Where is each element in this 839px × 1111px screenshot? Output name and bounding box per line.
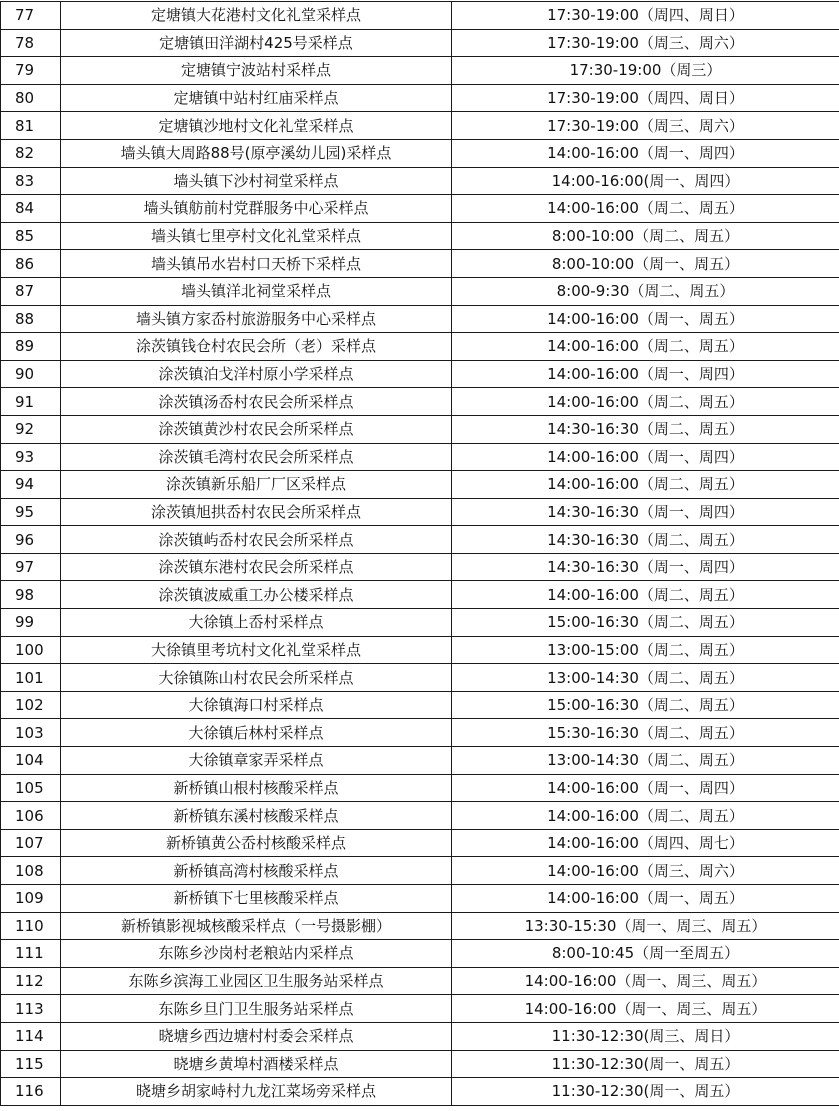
site-name-cell: 新桥镇山根村核酸采样点 (61, 774, 452, 802)
table-row (1, 802, 839, 830)
sampling-time-cell: 14:30-16:30（周一、周四） (452, 498, 839, 526)
row-number-cell: 104 (1, 747, 61, 775)
row-number-cell: 86 (1, 250, 61, 278)
row-number-cell: 85 (1, 222, 61, 250)
sampling-time-cell: 8:00-10:00（周一、周五） (452, 250, 839, 278)
site-name-cell: 大徐镇上岙村采样点 (61, 609, 452, 637)
table-row (1, 912, 839, 940)
row-number-cell: 77 (1, 2, 61, 30)
site-name-cell: 涂茨镇东港村农民会所采样点 (61, 553, 452, 581)
sampling-time-cell: 14:00-16:00（周一、周五） (452, 305, 839, 333)
sampling-time-cell: 14:00-16:00（周一、周四） (452, 360, 839, 388)
table-row (1, 498, 839, 526)
table-row (1, 526, 839, 554)
row-number-cell: 102 (1, 691, 61, 719)
site-name-cell: 墙头镇洋北祠堂采样点 (61, 277, 452, 305)
site-name-cell: 定塘镇宁波站村采样点 (61, 57, 452, 85)
table-row (1, 139, 839, 167)
site-name-cell: 涂茨镇泊戈洋村原小学采样点 (61, 360, 452, 388)
sampling-time-cell: 14:00-16:00（周二、周五） (452, 388, 839, 416)
sampling-site-table (0, 1, 839, 1106)
row-number-cell: 96 (1, 526, 61, 554)
site-name-cell: 涂茨镇波威重工办公楼采样点 (61, 581, 452, 609)
site-name-cell: 涂茨镇汤岙村农民会所采样点 (61, 388, 452, 416)
site-name-cell: 大徐镇里考坑村文化礼堂采样点 (61, 636, 452, 664)
row-number-cell: 112 (1, 967, 61, 995)
table-row (1, 995, 839, 1023)
sampling-time-cell: 17:30-19:00（周四、周日） (452, 84, 839, 112)
table-row (1, 967, 839, 995)
table-row (1, 250, 839, 278)
table-row (1, 167, 839, 195)
site-name-cell: 新桥镇下七里核酸采样点 (61, 885, 452, 913)
row-number-cell: 106 (1, 802, 61, 830)
row-number-cell: 88 (1, 305, 61, 333)
table-row (1, 553, 839, 581)
site-name-cell: 东陈乡滨海工业园区卫生服务站采样点 (61, 967, 452, 995)
sampling-time-cell: 11:30-12:30(周一、周五） (452, 1078, 839, 1106)
site-name-cell: 定塘镇沙地村文化礼堂采样点 (61, 112, 452, 140)
row-number-cell: 99 (1, 609, 61, 637)
row-number-cell: 89 (1, 333, 61, 361)
row-number-cell: 90 (1, 360, 61, 388)
sampling-time-cell: 14:00-16:00（周四、周七） (452, 829, 839, 857)
site-name-cell: 新桥镇高湾村核酸采样点 (61, 857, 452, 885)
table-row (1, 277, 839, 305)
row-number-cell: 78 (1, 29, 61, 57)
sampling-time-cell: 14:00-16:00(周一、周四） (452, 167, 839, 195)
row-number-cell: 87 (1, 277, 61, 305)
sampling-time-cell: 17:30-19:00（周三、周六） (452, 112, 839, 140)
row-number-cell: 94 (1, 471, 61, 499)
table-row (1, 636, 839, 664)
row-number-cell: 103 (1, 719, 61, 747)
table-row (1, 84, 839, 112)
row-number-cell: 109 (1, 885, 61, 913)
table-row (1, 333, 839, 361)
table-row (1, 2, 839, 30)
table-row (1, 112, 839, 140)
sampling-time-cell: 17:30-19:00（周四、周日） (452, 2, 839, 30)
sampling-time-cell: 13:00-15:00（周二、周五） (452, 636, 839, 664)
table-row (1, 471, 839, 499)
sampling-time-cell: 14:00-16:00（周一、周三、周五） (452, 995, 839, 1023)
table-row (1, 885, 839, 913)
sampling-time-cell: 14:00-16:00（周三、周六） (452, 857, 839, 885)
table-row (1, 195, 839, 223)
sampling-time-cell: 8:00-10:00（周二、周五） (452, 222, 839, 250)
row-number-cell: 110 (1, 912, 61, 940)
site-name-cell: 墙头镇下沙村祠堂采样点 (61, 167, 452, 195)
table-row (1, 857, 839, 885)
site-name-cell: 东陈乡沙岗村老粮站内采样点 (61, 940, 452, 968)
table-body (1, 2, 839, 1106)
sampling-time-cell: 15:00-16:30（周二、周五） (452, 609, 839, 637)
table-row (1, 581, 839, 609)
sampling-time-cell: 14:00-16:00（周一、周四） (452, 443, 839, 471)
site-name-cell: 墙头镇吊水岩村口天桥下采样点 (61, 250, 452, 278)
table-row (1, 1050, 839, 1078)
table-row (1, 609, 839, 637)
row-number-cell: 93 (1, 443, 61, 471)
sampling-time-cell: 13:30-15:30（周一、周三、周五） (452, 912, 839, 940)
site-name-cell: 大徐镇后林村采样点 (61, 719, 452, 747)
table-row (1, 388, 839, 416)
sampling-time-cell: 14:00-16:00（周一、周三、周五） (452, 967, 839, 995)
table-row (1, 719, 839, 747)
sampling-time-cell: 13:00-14:30（周二、周五） (452, 747, 839, 775)
site-name-cell: 涂茨镇钱仓村农民会所（老）采样点 (61, 333, 452, 361)
sampling-time-cell: 14:00-16:00（周二、周五） (452, 471, 839, 499)
sampling-time-cell: 17:30-19:00（周三） (452, 57, 839, 85)
table-row (1, 360, 839, 388)
row-number-cell: 97 (1, 553, 61, 581)
row-number-cell: 83 (1, 167, 61, 195)
row-number-cell: 81 (1, 112, 61, 140)
row-number-cell: 91 (1, 388, 61, 416)
row-number-cell: 116 (1, 1078, 61, 1106)
site-name-cell: 墙头镇方家岙村旅游服务中心采样点 (61, 305, 452, 333)
sampling-time-cell: 15:30-16:30（周二、周五） (452, 719, 839, 747)
row-number-cell: 105 (1, 774, 61, 802)
site-name-cell: 定塘镇田洋湖村425号采样点 (61, 29, 452, 57)
table-row (1, 57, 839, 85)
sampling-time-cell: 17:30-19:00（周三、周六） (452, 29, 839, 57)
row-number-cell: 111 (1, 940, 61, 968)
site-name-cell: 墙头镇大周路88号(原亭溪幼儿园)采样点 (61, 139, 452, 167)
table-row (1, 305, 839, 333)
site-name-cell: 新桥镇影视城核酸采样点（一号摄影棚） (61, 912, 452, 940)
site-name-cell: 东陈乡旦门卫生服务站采样点 (61, 995, 452, 1023)
sampling-time-cell: 14:30-16:30（周二、周五） (452, 526, 839, 554)
row-number-cell: 79 (1, 57, 61, 85)
row-number-cell: 80 (1, 84, 61, 112)
sampling-time-cell: 8:00-10:45（周一至周五） (452, 940, 839, 968)
site-name-cell: 定塘镇大花港村文化礼堂采样点 (61, 2, 452, 30)
table-row (1, 415, 839, 443)
row-number-cell: 101 (1, 664, 61, 692)
row-number-cell: 113 (1, 995, 61, 1023)
site-name-cell: 墙头镇七里亭村文化礼堂采样点 (61, 222, 452, 250)
site-name-cell: 涂茨镇旭拱岙村农民会所采样点 (61, 498, 452, 526)
row-number-cell: 114 (1, 1022, 61, 1050)
sampling-time-cell: 13:00-14:30（周二、周五） (452, 664, 839, 692)
row-number-cell: 100 (1, 636, 61, 664)
sampling-time-cell: 14:00-16:00（周二、周五） (452, 802, 839, 830)
sampling-time-cell: 11:30-12:30(周一、周五） (452, 1050, 839, 1078)
site-name-cell: 大徐镇章家弄采样点 (61, 747, 452, 775)
sampling-time-cell: 14:00-16:00（周一、周四） (452, 139, 839, 167)
sampling-time-cell: 14:30-16:30（周一、周四） (452, 553, 839, 581)
site-name-cell: 涂茨镇毛湾村农民会所采样点 (61, 443, 452, 471)
site-name-cell: 大徐镇海口村采样点 (61, 691, 452, 719)
table-row (1, 774, 839, 802)
site-name-cell: 大徐镇陈山村农民会所采样点 (61, 664, 452, 692)
row-number-cell: 82 (1, 139, 61, 167)
table-row (1, 691, 839, 719)
site-name-cell: 新桥镇东溪村核酸采样点 (61, 802, 452, 830)
table-row (1, 1022, 839, 1050)
row-number-cell: 115 (1, 1050, 61, 1078)
sampling-time-cell: 14:00-16:00（周一、周五） (452, 885, 839, 913)
sampling-time-cell: 14:30-16:30（周二、周五） (452, 415, 839, 443)
table-row (1, 29, 839, 57)
table-row (1, 443, 839, 471)
site-name-cell: 晓塘乡胡家峙村九龙江菜场旁采样点 (61, 1078, 452, 1106)
row-number-cell: 98 (1, 581, 61, 609)
site-name-cell: 涂茨镇屿岙村农民会所采样点 (61, 526, 452, 554)
site-name-cell: 墙头镇舫前村党群服务中心采样点 (61, 195, 452, 223)
row-number-cell: 107 (1, 829, 61, 857)
row-number-cell: 92 (1, 415, 61, 443)
table-row (1, 1078, 839, 1106)
site-name-cell: 涂茨镇新乐船厂厂区采样点 (61, 471, 452, 499)
sampling-time-cell: 14:00-16:00（周一、周四） (452, 774, 839, 802)
sampling-time-cell: 8:00-9:30（周二、周五） (452, 277, 839, 305)
sampling-time-cell: 14:00-16:00（周二、周五） (452, 333, 839, 361)
table-row (1, 940, 839, 968)
row-number-cell: 108 (1, 857, 61, 885)
sampling-time-cell: 15:00-16:30（周二、周五） (452, 691, 839, 719)
table-row (1, 829, 839, 857)
site-name-cell: 晓塘乡西边塘村村委会采样点 (61, 1022, 452, 1050)
table-row (1, 664, 839, 692)
site-name-cell: 定塘镇中站村红庙采样点 (61, 84, 452, 112)
sampling-time-cell: 11:30-12:30(周三、周日） (452, 1022, 839, 1050)
row-number-cell: 95 (1, 498, 61, 526)
table-row (1, 222, 839, 250)
site-name-cell: 涂茨镇黄沙村农民会所采样点 (61, 415, 452, 443)
sampling-time-cell: 14:00-16:00（周二、周五） (452, 581, 839, 609)
site-name-cell: 晓塘乡黄埠村酒楼采样点 (61, 1050, 452, 1078)
sampling-time-cell: 14:00-16:00（周二、周五） (452, 195, 839, 223)
site-name-cell: 新桥镇黄公岙村核酸采样点 (61, 829, 452, 857)
row-number-cell: 84 (1, 195, 61, 223)
table-row (1, 747, 839, 775)
